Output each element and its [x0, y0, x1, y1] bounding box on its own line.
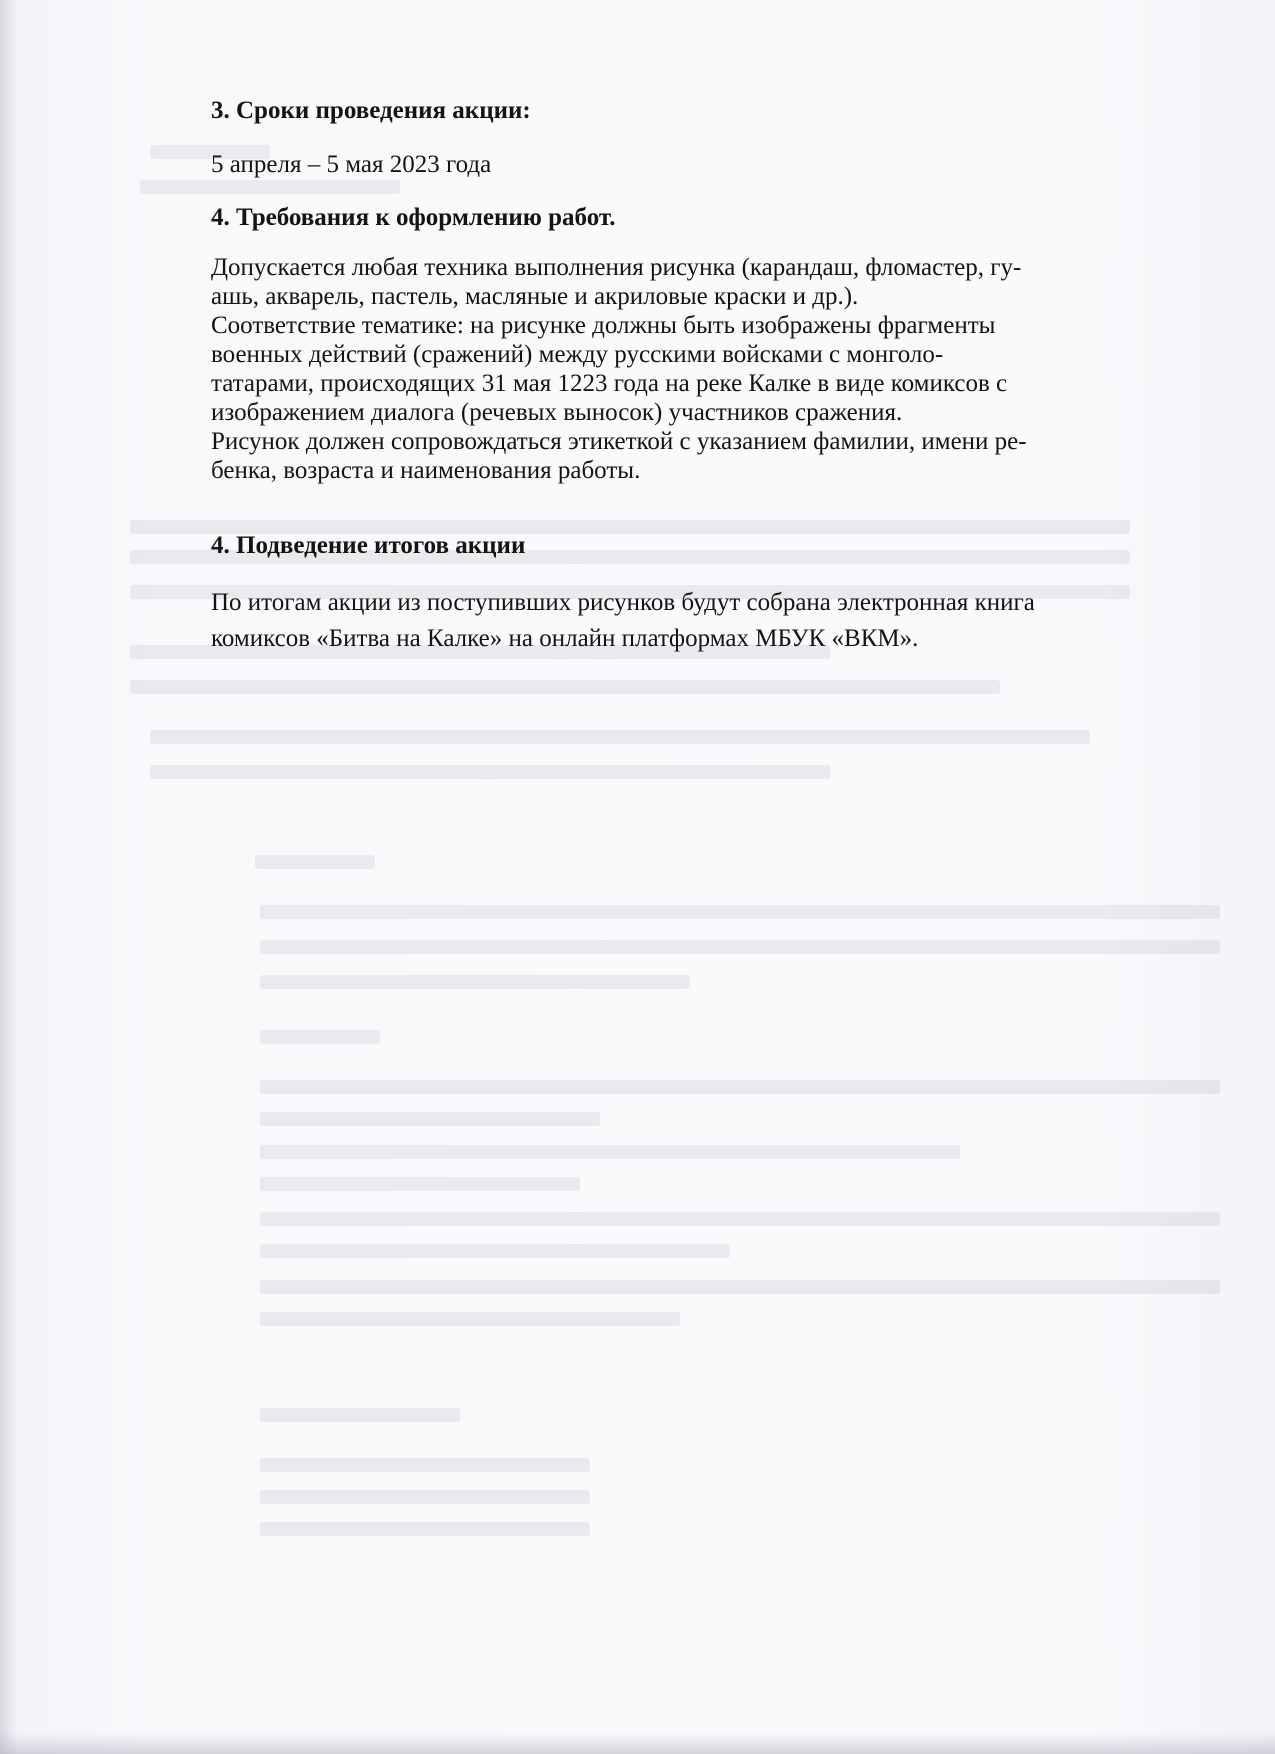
section-4-results-heading: 4. Подведение итогов акции	[211, 532, 526, 559]
text-line: комиксов «Битва на Калке» на онлайн платформах МБУК «ВКМ».	[211, 625, 919, 652]
section-3-heading: 3. Сроки проведения акции:	[211, 97, 531, 124]
section-4-requirements-text	[211, 253, 1181, 485]
text-line: Соответствие тематике: на рисунке должны быть изображены фрагменты	[211, 312, 996, 339]
section-4-results-text	[211, 585, 1181, 657]
text-line: Рисунок должен сопровождаться этикеткой с указанием фамилии, имени ре-	[211, 428, 1027, 455]
text-line: Допускается любая техника выполнения рисунка (карандаш, фломастер, гу-	[211, 254, 1022, 281]
text-line: бенка, возраста и наименования работы.	[211, 457, 641, 484]
section-3-dates: 5 апреля – 5 мая 2023 года	[211, 151, 492, 178]
text-line: татарами, происходящих 31 мая 1223 года на реке Калке в виде комиксов с	[211, 370, 1008, 397]
text-line: ашь, акварель, пастель, масляные и акриловые краски и др.).	[211, 283, 859, 310]
text-line: По итогам акции из поступивших рисунков будут собрана электронная книга	[211, 589, 1035, 616]
text-line: изображением диалога (речевых выносок) участников сражения.	[211, 399, 903, 426]
document-body	[211, 96, 1181, 657]
text-line: военных действий (сражений) между русскими войсками с монголо-	[211, 341, 944, 368]
section-4-requirements-heading: 4. Требования к оформлению работ.	[211, 204, 616, 231]
